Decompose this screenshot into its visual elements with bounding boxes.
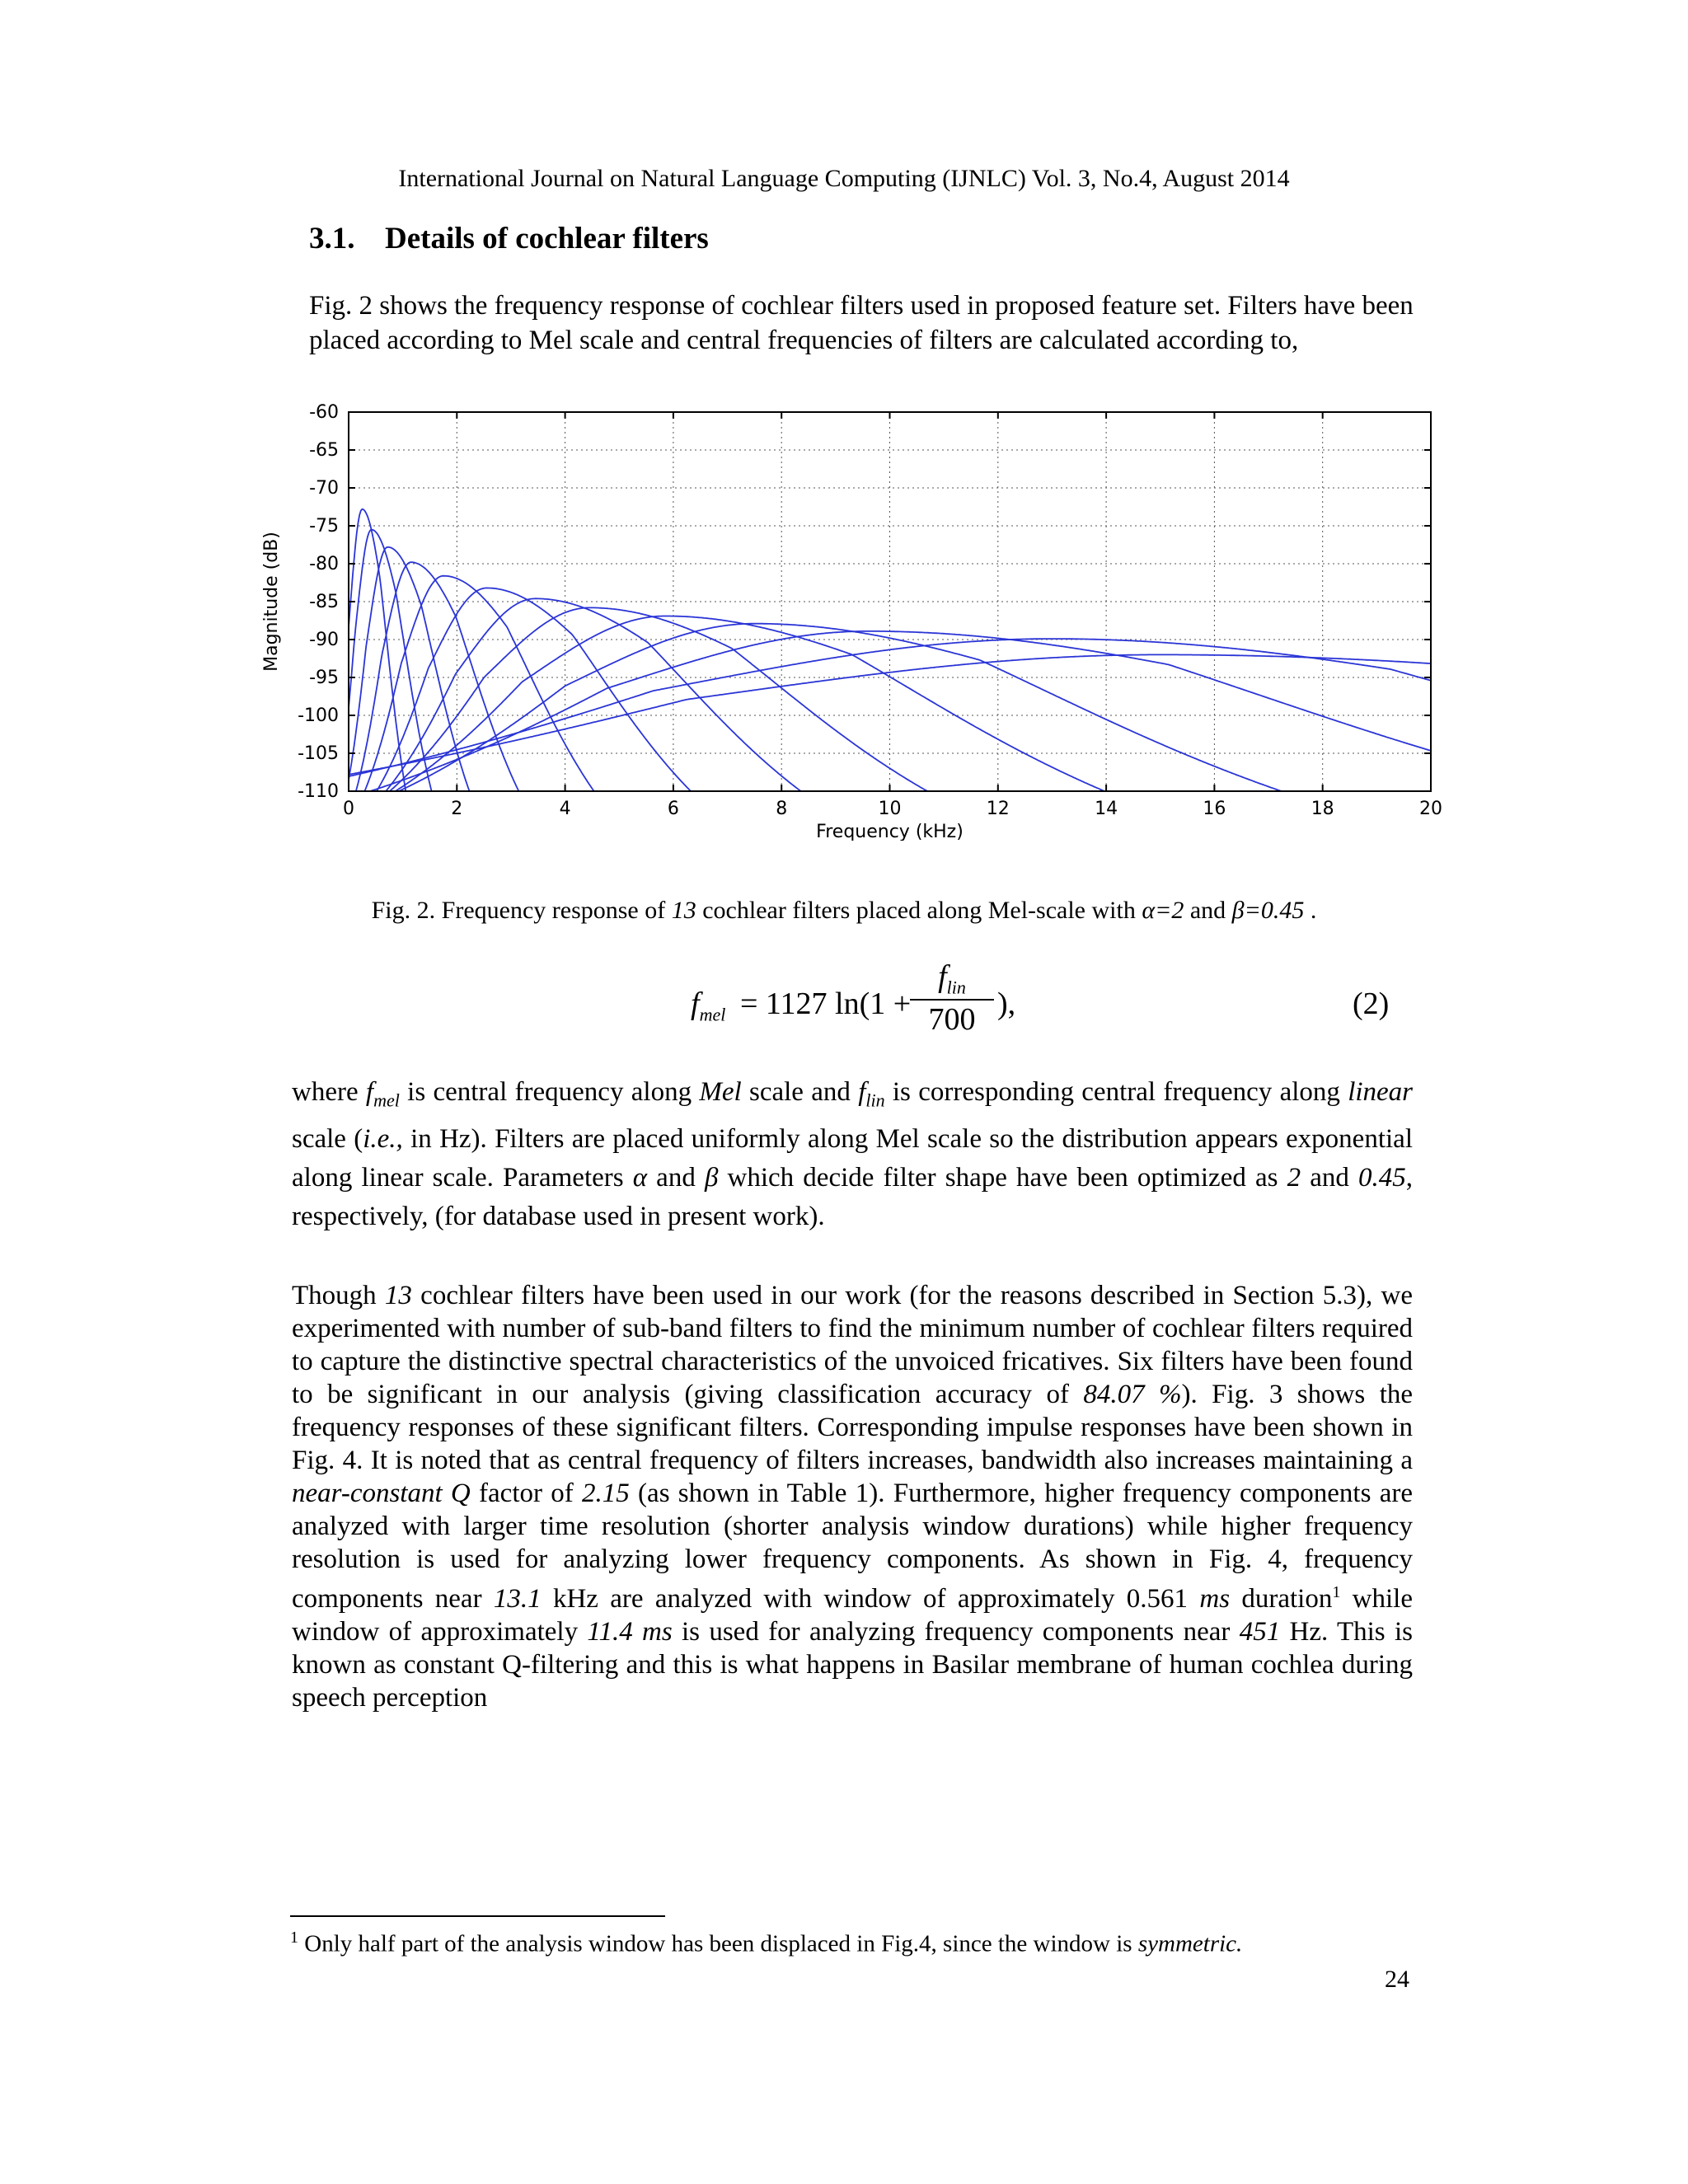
- f-mel-symbol: f: [365, 1077, 374, 1107]
- intro-paragraph: Fig. 2 shows the frequency response of cochlear filters used in proposed feature set. Filters have been placed according to Mel scale and central frequencies of filters are calculated according to,: [309, 291, 1414, 355]
- fraction-denominator: 700: [928, 1002, 976, 1037]
- x-tick-label: 2: [451, 799, 463, 819]
- eq-mel-subscript: mel: [699, 1004, 726, 1025]
- y-tick-label: -80: [309, 554, 339, 574]
- x-tick-label: 18: [1311, 799, 1334, 819]
- caption-text-2: cochlear filters placed along Mel-scale with: [696, 897, 1142, 924]
- x-tick-label: 12: [986, 799, 1010, 819]
- y-tick-label: -75: [309, 516, 339, 537]
- equation-number: (2): [1353, 987, 1390, 1021]
- eq-flin-f: f: [938, 959, 947, 994]
- x-tick-label: 20: [1419, 799, 1442, 819]
- y-tick-label: -85: [309, 592, 339, 612]
- equation-close: ),: [997, 987, 1016, 1021]
- y-tick-label: -60: [309, 402, 339, 423]
- eq-f: f: [691, 987, 700, 1021]
- x-tick-label: 4: [559, 799, 571, 819]
- section-title: Details of cochlear filters: [385, 222, 709, 255]
- figure-2: [256, 396, 1467, 845]
- footnote: [290, 1929, 1242, 1958]
- x-tick-label: 10: [878, 799, 902, 819]
- paragraph-2: Though 13 cochlear filters have been used in our work (for the reasons described in Section 5.3), we experimented with number of sub-band filters to find the minimum number of cochlear filters required to capture the distinctive spectral characteristics of the unvoiced fricatives. Six filters have been found to be significant in our analysis (giving classification accuracy of 84.07 %). Fig. 3 shows the frequency responses of these significant filters. Corresponding impulse responses have been shown in Fig. 4. It is noted that as central frequency of filters increases, bandwidth also increases maintaining a near-constant Q factor of 2.15 (as shown in Table 1). Furthermore, higher frequency components are analyzed with larger time resolution (shorter analysis window durations) while higher frequency resolution is used for analyzing lower frequency components. As shown in Fig. 4, frequency components near 13.1 kHz are analyzed with window of approximately 0.561 ms duration$^1$ while window of approximately 11.4 ms is used for analyzing frequency components near 451 Hz. This is known as constant Q-filtering and this is what happens in Basilar membrane of human cochlea during speech perception: [292, 1281, 1414, 1713]
- fraction-numerator: [907, 956, 997, 997]
- paragraph-1: where $f_{mel}$ is central frequency along Mel scale and $f_{lin}$ is corresponding central frequency along linear scale (i.e., in Hz). Filters are placed uniformly along Mel scale so the distribution appears exponential along linear scale. Parameters α and β which decide filter shape have been optimized as 2 and 0.45, respectively, (for database used in present work).: [292, 1077, 1414, 1231]
- caption-and: and: [1184, 897, 1232, 924]
- section-number: 3.1.: [309, 222, 355, 255]
- equation-lhs: [691, 986, 725, 1026]
- x-tick-label: 8: [776, 799, 788, 819]
- frequency-response-chart: [256, 396, 1467, 841]
- x-tick-label: 16: [1203, 799, 1226, 819]
- y-tick-label: -95: [309, 668, 339, 688]
- beta-symbol: β: [704, 1162, 719, 1193]
- y-tick-label: -70: [309, 478, 339, 499]
- caption-end: .: [1304, 897, 1317, 924]
- x-tick-label: 0: [343, 799, 354, 819]
- footnote-text: Only half part of the analysis window has been displaced in Fig.4, since the window is: [298, 1930, 1138, 1957]
- footnote-marker[interactable]: 1: [1332, 1583, 1341, 1601]
- footnote-mark: 1: [290, 1929, 298, 1947]
- chart-ticks: [298, 402, 1442, 819]
- footnote-rule: [290, 1915, 665, 1917]
- caption-alpha: α=2: [1142, 897, 1184, 924]
- y-tick-label: -90: [309, 630, 339, 650]
- equation-const: = 1127 ln(1 +: [740, 987, 912, 1021]
- y-tick-label: -65: [309, 440, 339, 461]
- alpha-symbol: α: [632, 1162, 648, 1193]
- caption-text: Fig. 2. Frequency response of: [371, 897, 672, 924]
- figure-caption: [0, 897, 1688, 925]
- equation-2: [691, 956, 1432, 1047]
- y-tick-label: -110: [298, 781, 339, 802]
- caption-beta: β=0.45: [1231, 897, 1305, 924]
- x-tick-label: 14: [1095, 799, 1118, 819]
- f-lin-symbol: f: [858, 1077, 866, 1107]
- journal-header: International Journal on Natural Language Computing (IJNLC) Vol. 3, No.4, August 2014: [398, 165, 1290, 192]
- x-tick-label: 6: [667, 799, 679, 819]
- y-tick-label: -100: [298, 705, 339, 726]
- footnote-symmetric: symmetric.: [1137, 1930, 1243, 1957]
- section-heading: [309, 221, 709, 256]
- y-tick-label: -105: [298, 743, 339, 764]
- fraction-bar: [910, 999, 994, 1001]
- caption-count: 13: [671, 897, 696, 924]
- x-axis-label: Frequency (kHz): [816, 822, 964, 841]
- y-axis-label: Magnitude (dB): [261, 532, 282, 672]
- page-number: 24: [1385, 1966, 1409, 1993]
- eq-lin-subscript: lin: [946, 977, 966, 998]
- equation-fraction: [907, 956, 997, 1037]
